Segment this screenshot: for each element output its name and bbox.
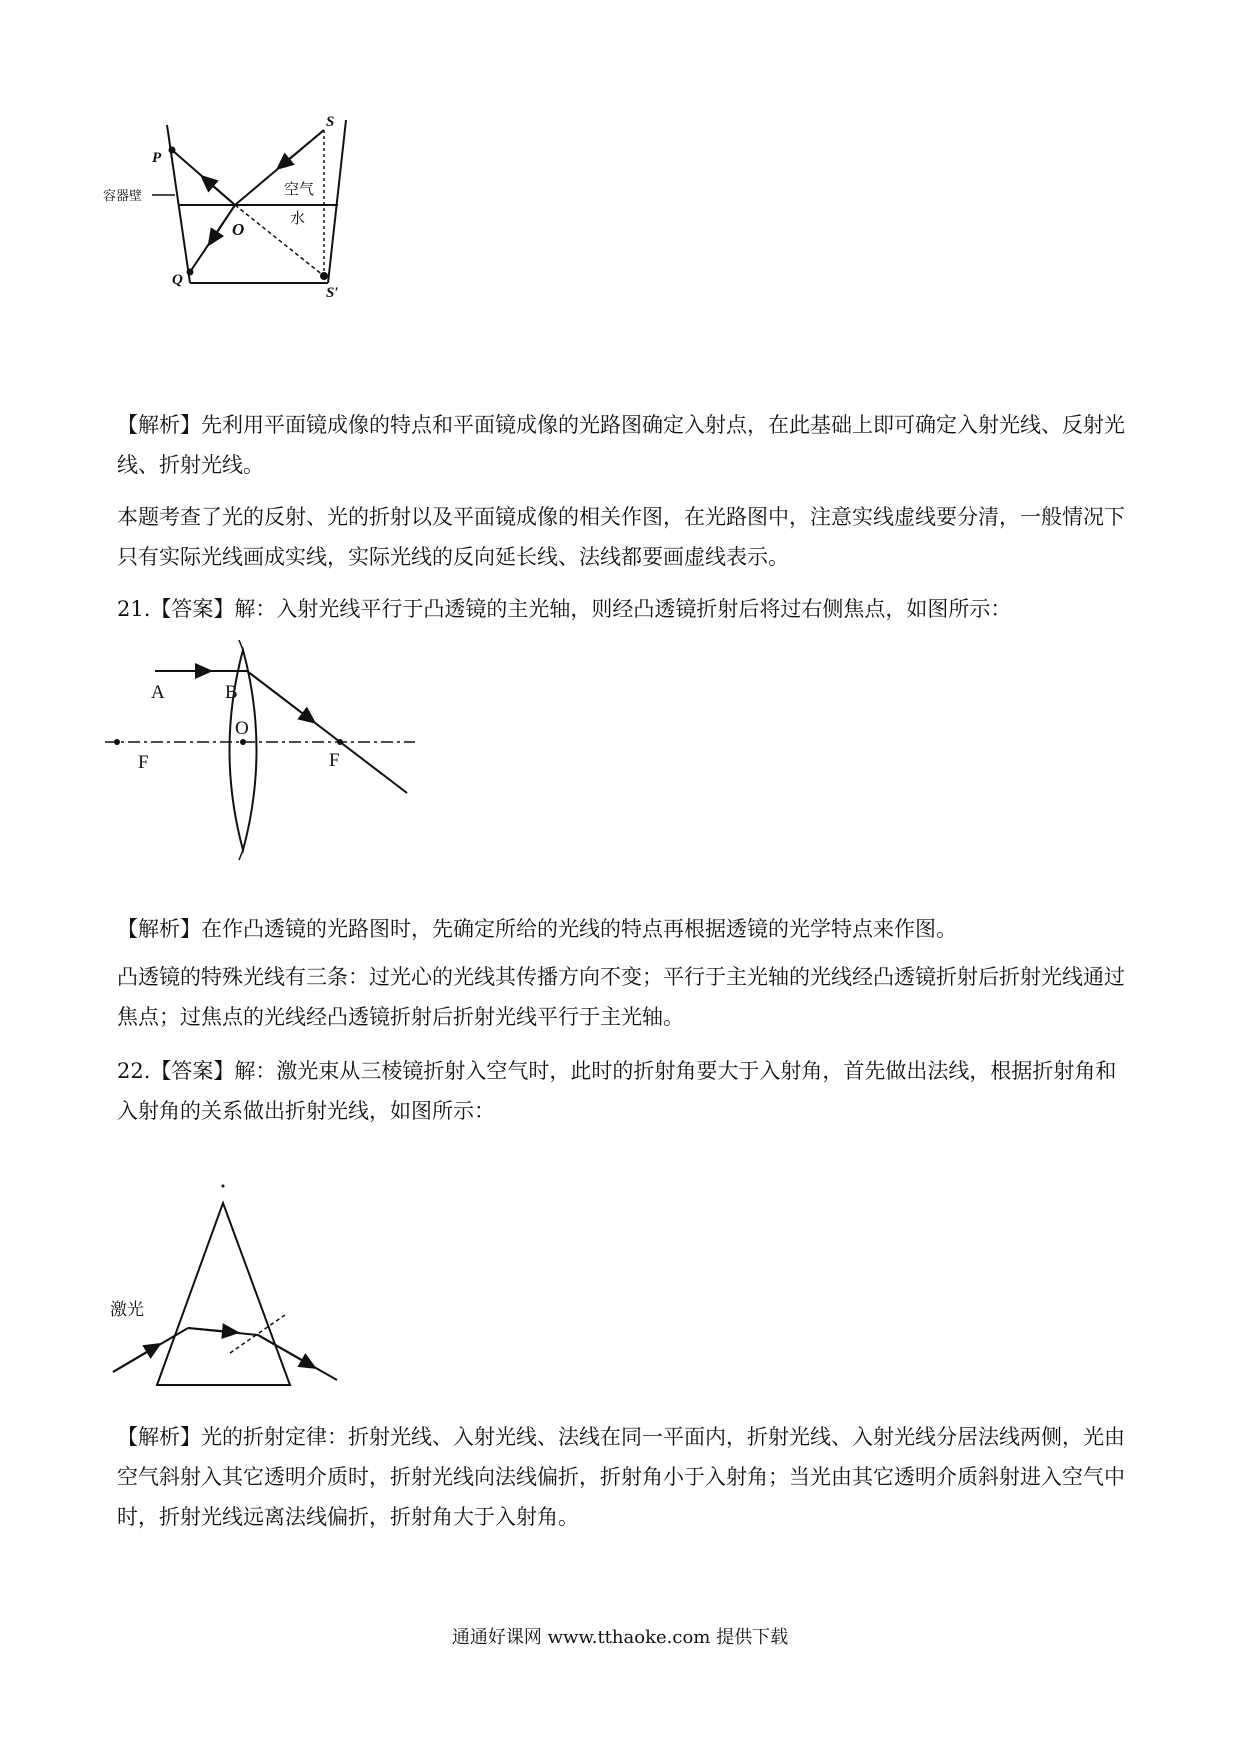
label-q: Q xyxy=(172,272,183,288)
analysis-1-line1: 【解析】先利用平面镜成像的特点和平面镜成像的光路图确定入射点，在此基础上即可确定入射光线、反射光线、折射光线。 xyxy=(117,413,1125,477)
label-b: B xyxy=(225,682,238,703)
figure-prism xyxy=(110,1165,390,1400)
analysis-22-text: 【解析】光的折射定律：折射光线、入射光线、法线在同一平面内，折射光线、入射光线分居法线两侧，光由空气斜射入其它透明介质时，折射光线向法线偏折，折射角小于入射角；当光由其它透明介质斜射进入空气中时，折射光线远离法线偏折，折射角大于入射角。 xyxy=(117,1425,1125,1529)
footer-text: 通通好课网 www.tthaoke.com 提供下载 xyxy=(451,1627,789,1648)
lens-tip-bottom xyxy=(239,850,243,860)
prism xyxy=(157,1203,290,1385)
analysis-1 xyxy=(117,405,1127,485)
figure-reflection-refraction xyxy=(100,110,420,340)
label-water: 水 xyxy=(290,209,306,227)
exit-ray-arrow xyxy=(258,1335,310,1365)
ray-inside-arrow xyxy=(188,1328,232,1332)
label-p: P xyxy=(152,150,162,166)
figure-convex-lens xyxy=(105,640,465,870)
label-o: O xyxy=(232,220,245,239)
answer-22-text: 22.【答案】解：激光束从三棱镜折射入空气时，此时的折射角要大于入射角，首先做出法线，根据折射角和入射角的关系做出折射光线，如图所示： xyxy=(117,1059,1117,1123)
label-s: S xyxy=(326,114,335,130)
point-q xyxy=(187,269,194,276)
focal-point-left xyxy=(114,739,120,745)
container-wall-right xyxy=(328,120,346,283)
page-footer xyxy=(0,1623,1240,1649)
answer-21 xyxy=(117,589,1127,629)
reflected-arrow xyxy=(206,180,235,205)
label-a: A xyxy=(151,682,165,703)
label-air: 空气 xyxy=(284,180,315,198)
answer-21-text: 21.【答案】解：入射光线平行于凸透镜的主光轴，则经凸透镜折射后将过右侧焦点，如图所示： xyxy=(117,597,1012,621)
label-container-wall: 容器壁 xyxy=(103,189,143,204)
point-s-image xyxy=(320,272,328,280)
focal-point-right xyxy=(337,739,343,745)
label-f-left: F xyxy=(138,752,149,773)
convex-lens xyxy=(230,650,257,850)
analysis-1-extra xyxy=(117,497,1127,577)
analysis-21-line1: 【解析】在作凸透镜的光路图时，先确定所给的光线的特点再根据透镜的光学特点来作图。 xyxy=(117,917,957,941)
answer-22 xyxy=(117,1051,1127,1131)
label-laser: 激光 xyxy=(110,1300,144,1320)
label-o: O xyxy=(235,718,249,739)
prism-apex-dot xyxy=(222,1185,225,1188)
incident-laser-arrow xyxy=(113,1347,155,1372)
point-p xyxy=(169,147,176,154)
refracted-ray-arrow xyxy=(247,671,310,719)
incident-arrow xyxy=(282,130,324,165)
analysis-21 xyxy=(117,909,1127,949)
analysis-21-extra xyxy=(117,957,1127,1037)
lens-tip-top xyxy=(239,640,243,650)
analysis-21-line2: 凸透镜的特殊光线有三条：过光心的光线其传播方向不变；平行于主光轴的光线经凸透镜折射后折射光线通过焦点；过焦点的光线经凸透镜折射后折射光线平行于主光轴。 xyxy=(117,965,1125,1029)
analysis-22 xyxy=(117,1417,1127,1537)
analysis-1-line2: 本题考查了光的反射、光的折射以及平面镜成像的相关作图，在光路图中，注意实线虚线要分清，一般情况下只有实际光线画成实线，实际光线的反向延长线、法线都要画虚线表示。 xyxy=(117,505,1125,569)
label-f-right: F xyxy=(329,750,340,771)
dashed-o-to-simage xyxy=(235,205,324,276)
label-s-prime: S′ xyxy=(326,285,339,301)
optical-center xyxy=(240,739,246,745)
